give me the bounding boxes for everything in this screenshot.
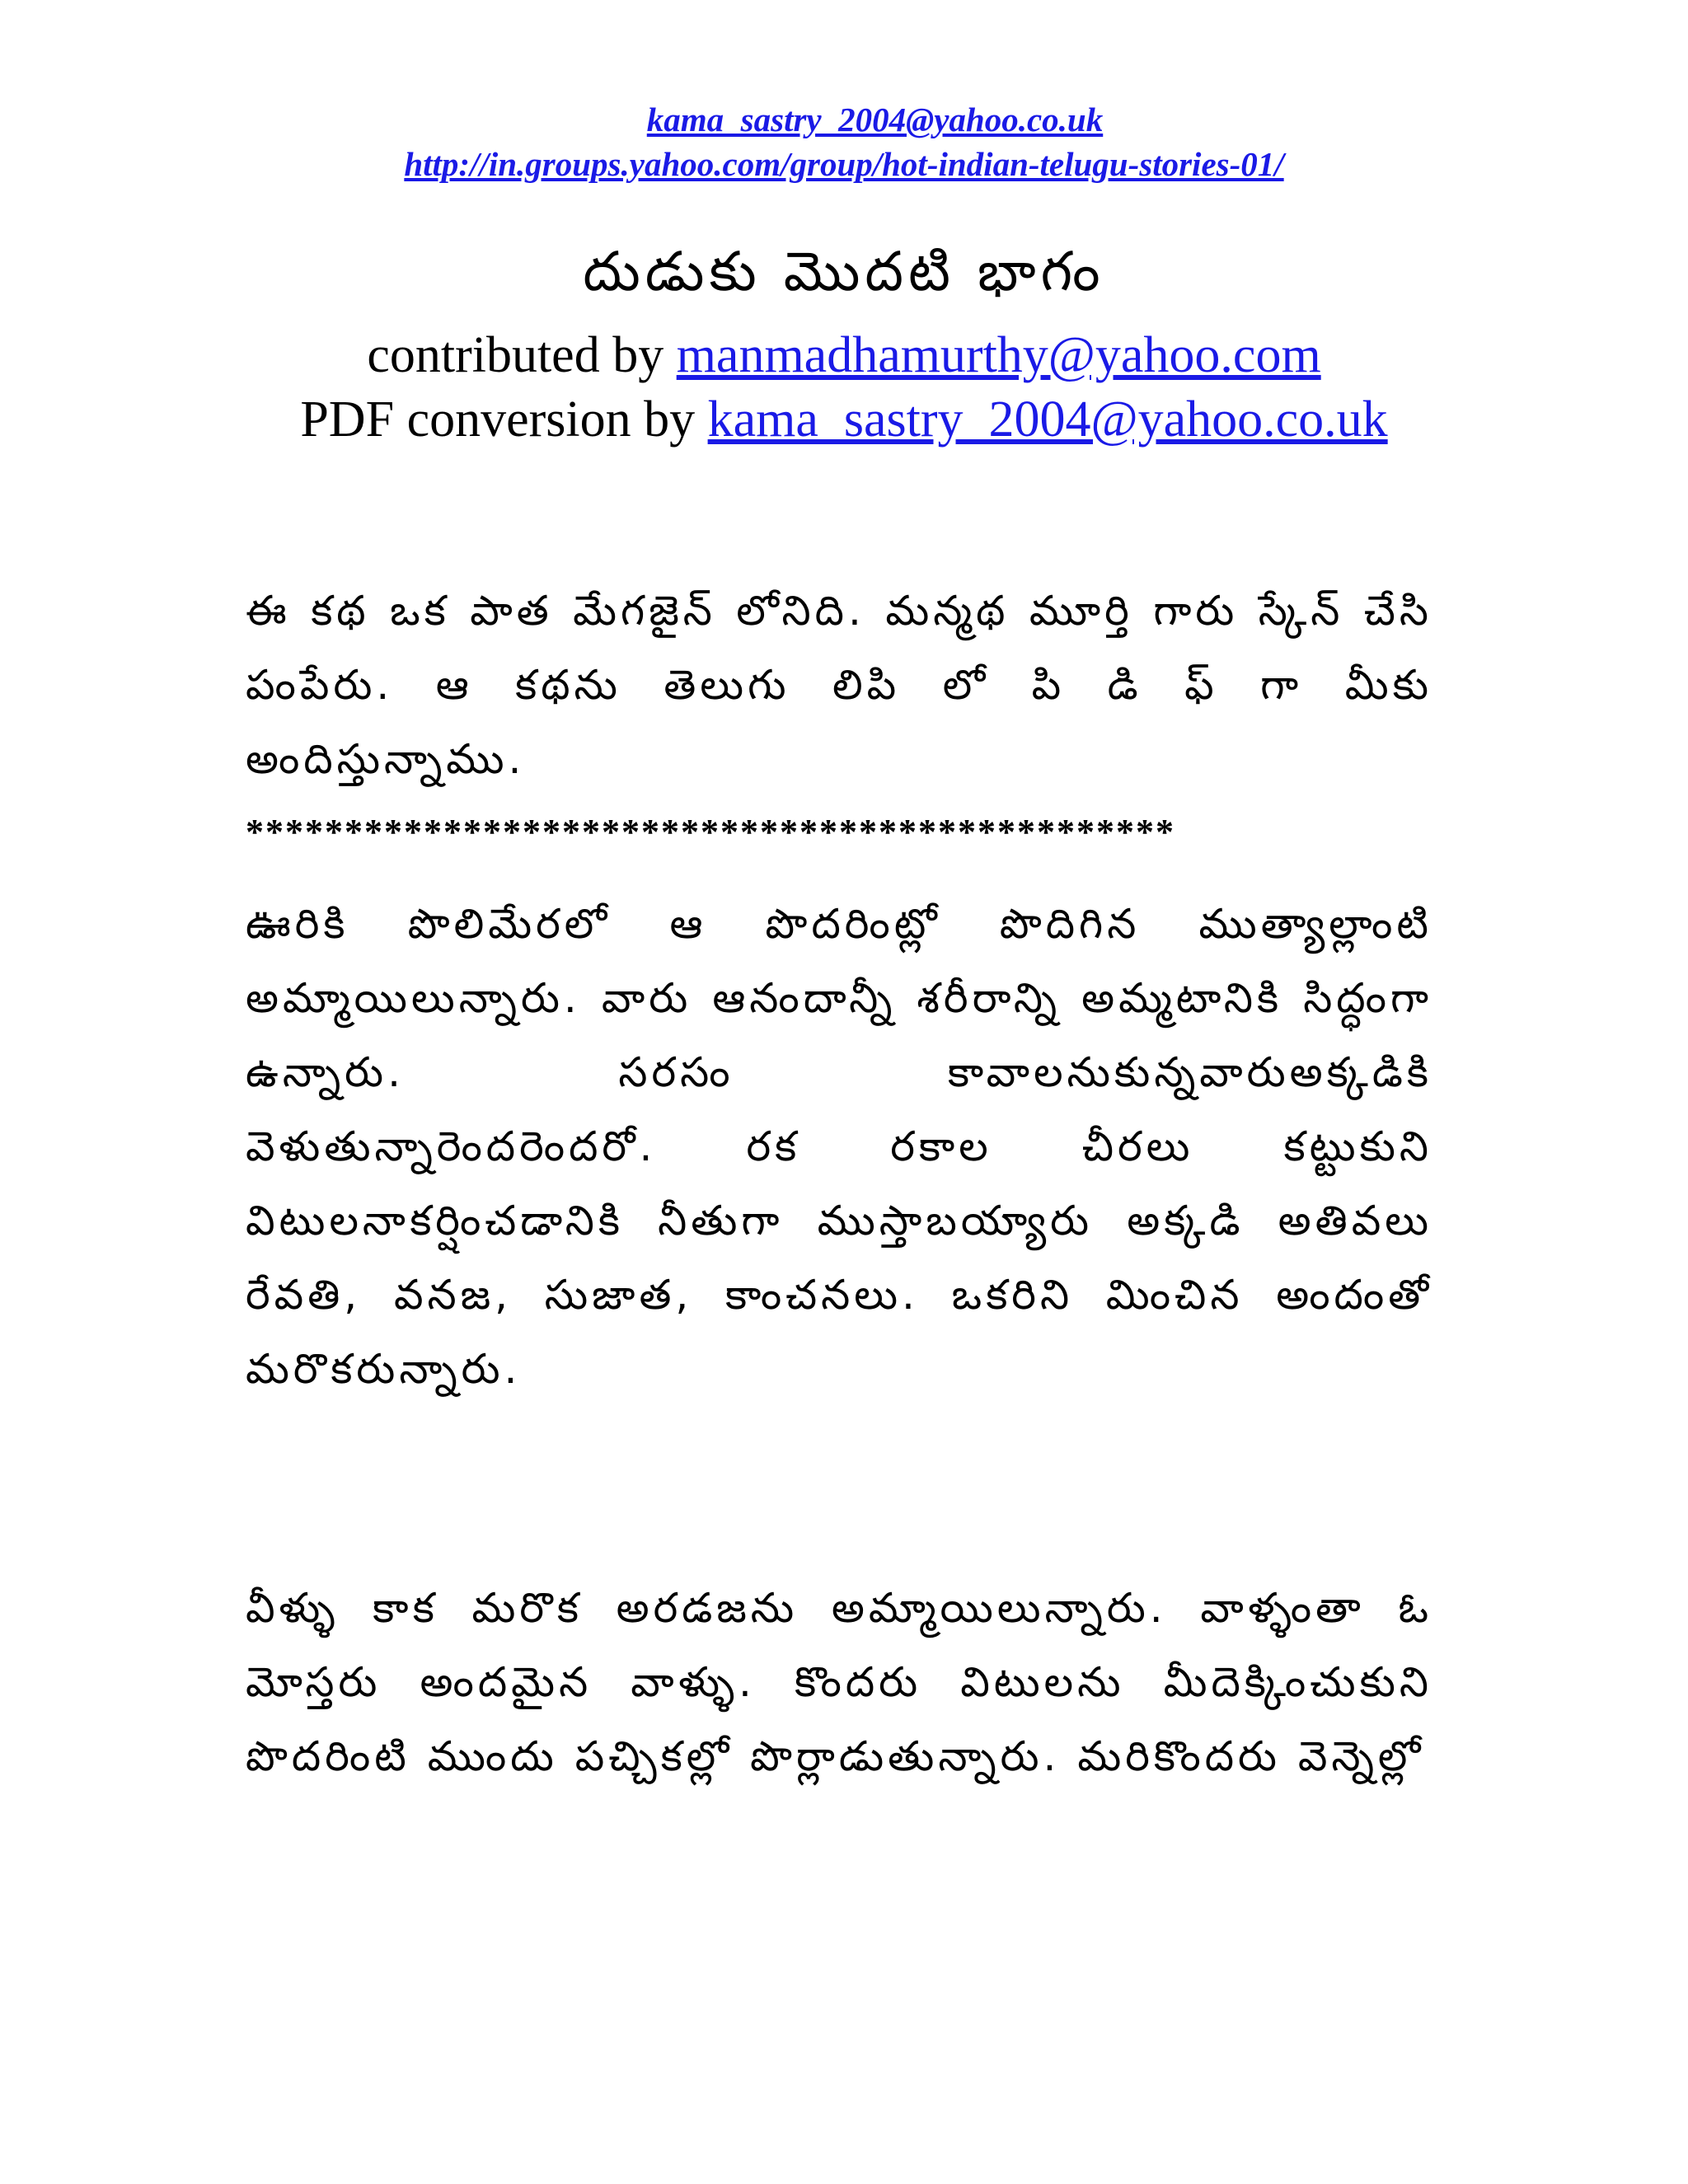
header-email-link[interactable]: kama_sastry_2004@yahoo.co.uk: [646, 101, 1104, 138]
contributed-prefix: contributed by: [367, 327, 677, 383]
converter-email-link[interactable]: kama_sastry_2004@yahoo.co.uk: [707, 391, 1388, 448]
contributed-line: [0, 323, 1688, 387]
separator-line: ***********************************************: [246, 812, 1175, 852]
story-paragraph-2: వీళ్ళు కాక మరొక అరడజను అమ్మాయిలున్నారు. వాళ్ళంతా ఓ మోస్తరు అందమైన వాళ్ళు. కొందరు విటులను మీదెక్కించుకుని పొదరింటి ముందు పచ్చికల్లో పొర్లాడుతున్నారు. మరికొందరు వెన్నెల్లో: [246, 1584, 1432, 1780]
header-links: [0, 97, 1688, 186]
conversion-line: [0, 387, 1688, 452]
credits: [0, 323, 1688, 452]
header-group-url-link[interactable]: http://in.groups.yahoo.com/group/hot-indian-telugu-stories-01/: [404, 145, 1284, 183]
contributor-email-link[interactable]: manmadhamurthy@yahoo.com: [676, 327, 1321, 383]
conversion-prefix: PDF conversion by: [300, 391, 708, 448]
intro-paragraph: ఈ కథ ఒక పాత మేగజైన్ లోనిది. మన్మథ మూర్తి గారు స్కేన్ చేసి పంపేరు. ఆ కథను తెలుగు లిపి లో పి డి ఫ్ గా మీకు అందిస్తున్నాము.: [246, 587, 1432, 783]
story-title: దుడుకు మొదటి భాగం: [583, 240, 1105, 303]
story-paragraph-1: ఊరికి పొలిమేరలో ఆ పొదరింట్లో పొదిగిన ముత్యాల్లాంటి అమ్మాయిలున్నారు. వారు ఆనందాన్నీ శరీరాన్ని అమ్మటానికి సిద్ధంగా ఉన్నారు. సరసం కావాలనుకున్నవారుఅక్కడికి వెళుతున్నారెందరెందరో. రక రకాల చీరలు కట్టుకుని విటులనాకర్షించడానికి నీతుగా ముస్తాబయ్యారు అక్కడి అతివలు రేవతి, వనజ, సుజాత, కాంచనలు. ఒకరిని మించిన అందంతో మరొకరున్నారు.: [246, 900, 1432, 1393]
